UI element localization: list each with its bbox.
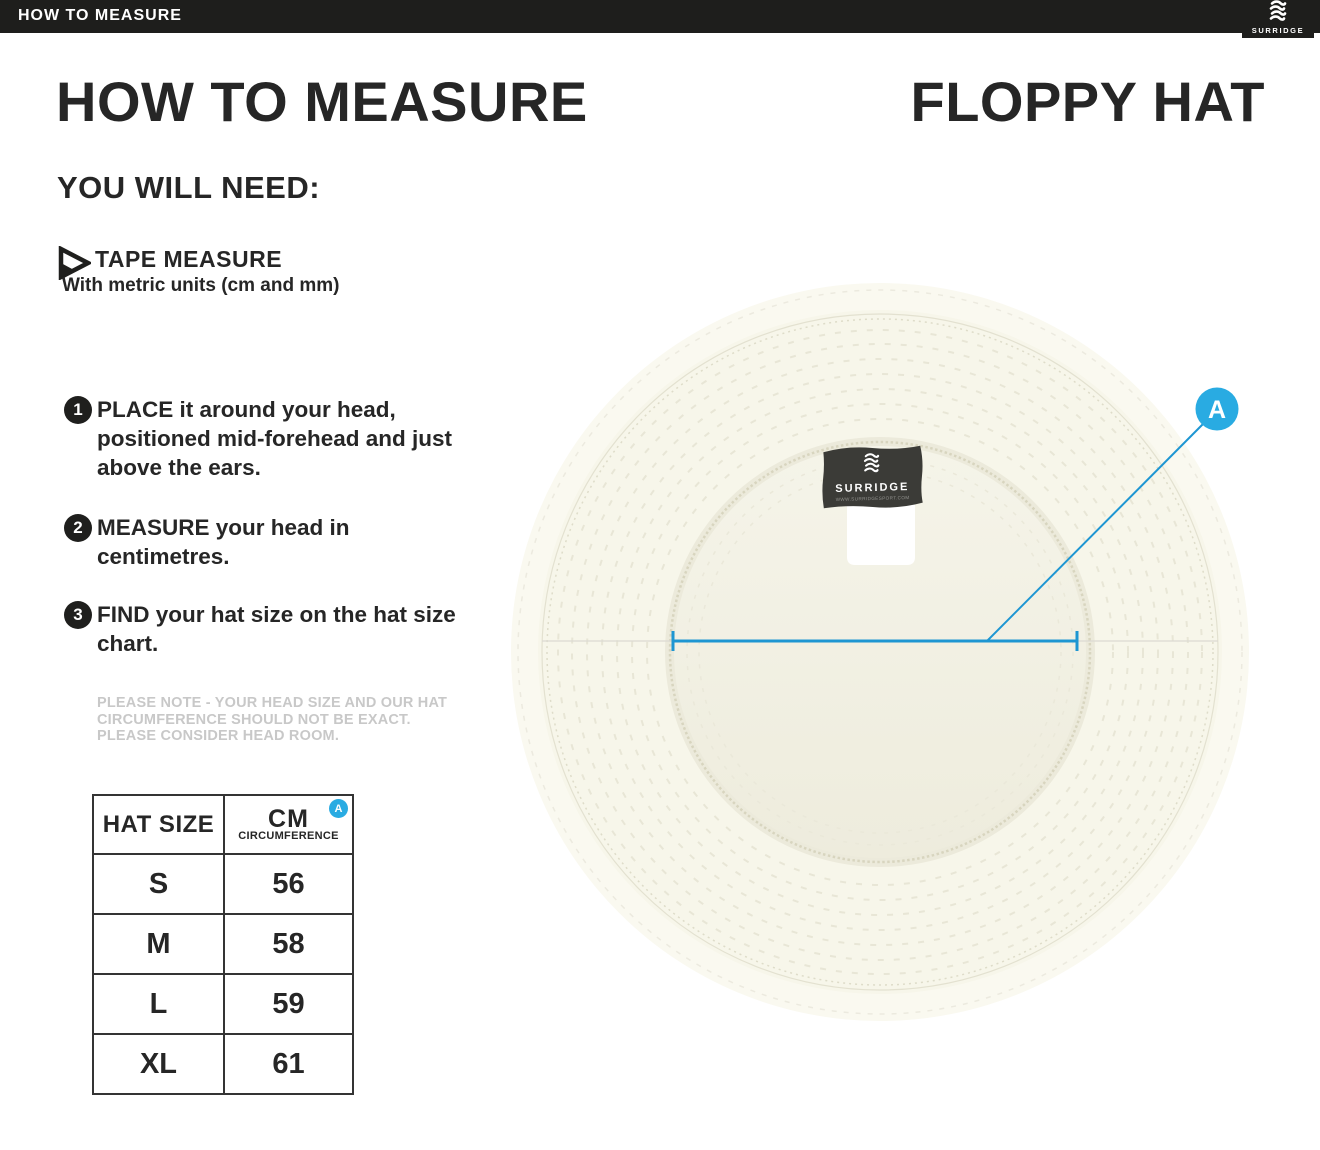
- hat-size-column-header: HAT SIZE: [93, 795, 224, 854]
- circumference-header-label: CIRCUMFERENCE: [238, 830, 339, 842]
- hat-label-url-text: WWW.SURRIDGESPORT.COM: [835, 495, 910, 502]
- cm-cell: 58: [224, 914, 353, 974]
- measurement-a-badge-letter: A: [1207, 396, 1227, 424]
- size-note: PLEASE NOTE - YOUR HEAD SIZE AND OUR HAT CIRCUMFERENCE SHOULD NOT BE EXACT. PLEASE CONSIDER HEAD ROOM.: [97, 695, 448, 744]
- table-header-row: [93, 795, 353, 854]
- step-3: [64, 600, 476, 658]
- table-row: [93, 914, 353, 974]
- table-row: [93, 974, 353, 1034]
- product-title: FLOPPY HAT: [910, 70, 1265, 133]
- top-bar-title: HOW TO MEASURE: [18, 7, 182, 24]
- tape-measure-note: With metric units (cm and mm): [62, 275, 340, 296]
- surridge-s-icon: [1266, 0, 1290, 27]
- step-2: [64, 513, 476, 571]
- step-3-text: FIND your hat size on the hat size chart.: [97, 602, 456, 656]
- table-row: [93, 854, 353, 914]
- you-will-need-heading: YOU WILL NEED:: [57, 170, 321, 205]
- step-3-number: 3: [64, 601, 92, 629]
- measurement-a-badge: [1196, 388, 1239, 431]
- size-cell: S: [93, 854, 224, 914]
- step-2-text: MEASURE your head in centimetres.: [97, 515, 350, 569]
- hat-label-brand-text: SURRIDGE: [835, 481, 910, 495]
- cm-cell: 59: [224, 974, 353, 1034]
- step-1-number: 1: [64, 396, 92, 424]
- tape-measure-label: TAPE MEASURE: [95, 246, 283, 272]
- step-1: [64, 395, 476, 482]
- size-cell: L: [93, 974, 224, 1034]
- cm-cell: 61: [224, 1034, 353, 1094]
- hat-size-table: [92, 794, 354, 1095]
- floppy-hat-illustration: [505, 280, 1257, 1032]
- cm-header-label: CM: [268, 805, 309, 833]
- step-2-number: 2: [64, 514, 92, 542]
- hat-brand-label: [821, 446, 923, 510]
- table-row: [93, 1034, 353, 1094]
- top-bar: [0, 0, 1320, 33]
- size-cell: XL: [93, 1034, 224, 1094]
- surridge-logo-text: SURRIDGE: [1251, 26, 1305, 35]
- cm-cell: 56: [224, 854, 353, 914]
- page-title: HOW TO MEASURE: [56, 70, 588, 133]
- size-cell: M: [93, 914, 224, 974]
- surridge-logo: [1242, 0, 1314, 38]
- measurement-a-badge-small: A: [329, 799, 348, 818]
- cm-column-header: [224, 795, 353, 854]
- step-1-text: PLACE it around your head, positioned mid-forehead and just above the ears.: [97, 397, 453, 480]
